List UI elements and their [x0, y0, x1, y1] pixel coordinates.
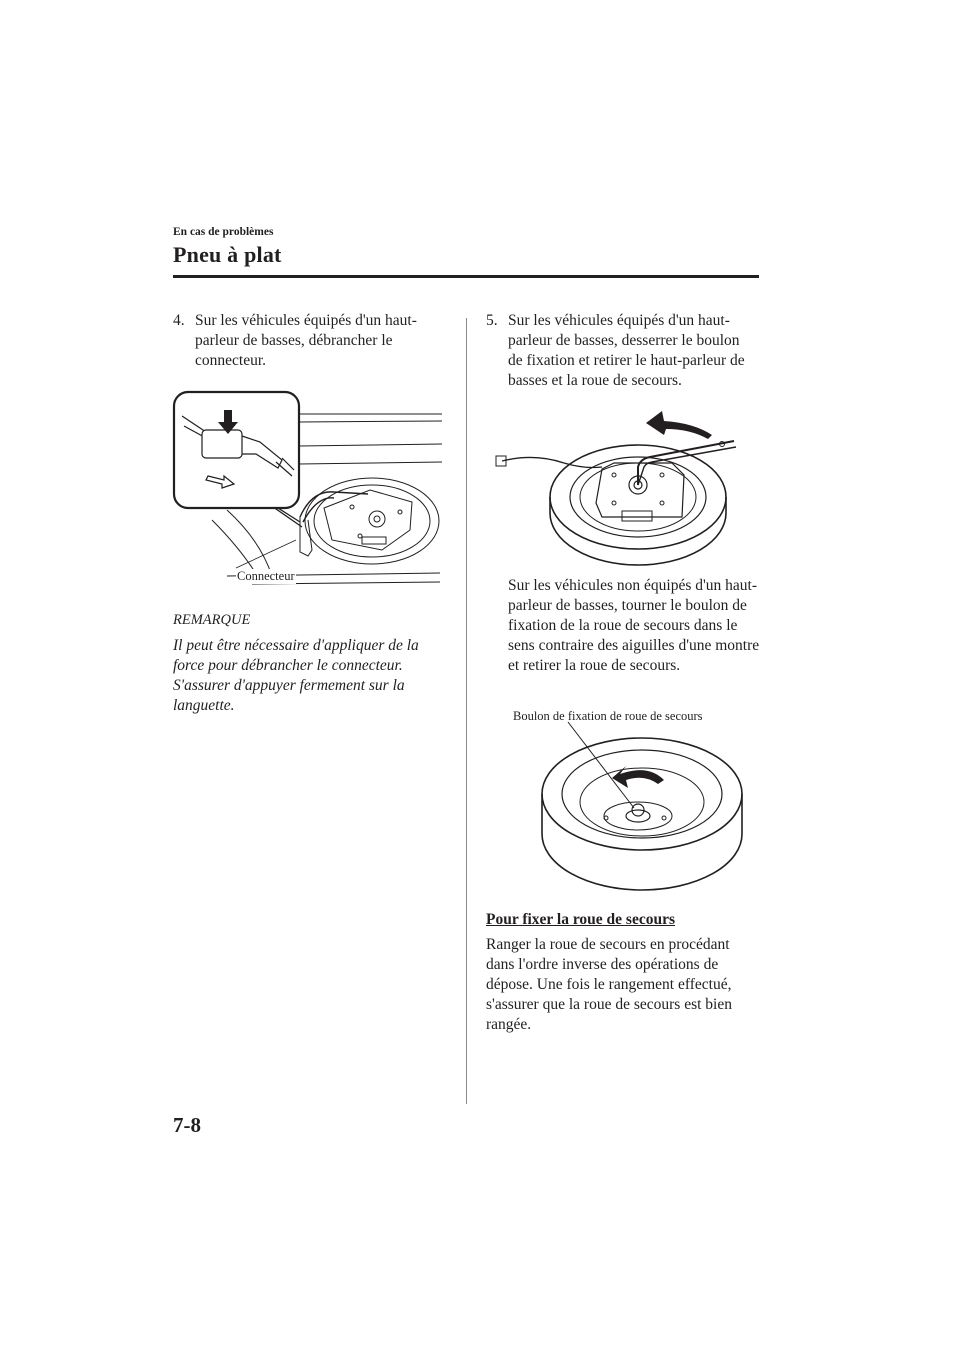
- figure-label-bolt: Boulon de fixation de roue de secours: [513, 709, 703, 723]
- section-subheading: Pour fixer la roue de secours: [486, 911, 675, 928]
- step-text: Sur les véhicules équipés d'un haut-parleur de basses, débrancher le connecteur.: [195, 312, 417, 369]
- step-number: 5.: [486, 312, 498, 329]
- page-number: 7-8: [173, 1113, 201, 1137]
- figure-label-connector: Connecteur: [237, 569, 295, 583]
- note-label: REMARQUE: [173, 612, 251, 628]
- non-subwoofer-instructions: Sur les véhicules non équipés d'un haut-parleur de basses, tourner le boulon de fixation de la roue de secours dans le sens contraire des aiguilles d'une montre et retirer la roue de secours.: [508, 577, 760, 674]
- column-divider: [466, 318, 467, 1104]
- spare-wheel-bolt-figure: [540, 722, 746, 900]
- stow-instructions: Ranger la roue de secours en procédant dans l'ordre inverse des opérations de dépose. Une fois le rangement effectué, s'assurer que la roue de secours est bien rangée.: [486, 936, 732, 1033]
- title-rule: [173, 275, 759, 278]
- subwoofer-wheel-figure: [494, 405, 764, 571]
- step-5: [486, 311, 758, 391]
- step-text: Sur les véhicules équipés d'un haut-parleur de basses, desserrer le boulon de fixation et retirer le haut-parleur de basses et la roue de secours.: [508, 312, 745, 389]
- connector-figure: [172, 390, 444, 590]
- page-title: Pneu à plat: [173, 242, 282, 267]
- note-text: Il peut être nécessaire d'appliquer de la force pour débrancher le connecteur. S'assurer d'appuyer fermement sur la languette.: [173, 637, 419, 714]
- section-label: En cas de problèmes: [173, 226, 274, 238]
- step-4: [173, 311, 435, 371]
- step-number: 4.: [173, 312, 185, 329]
